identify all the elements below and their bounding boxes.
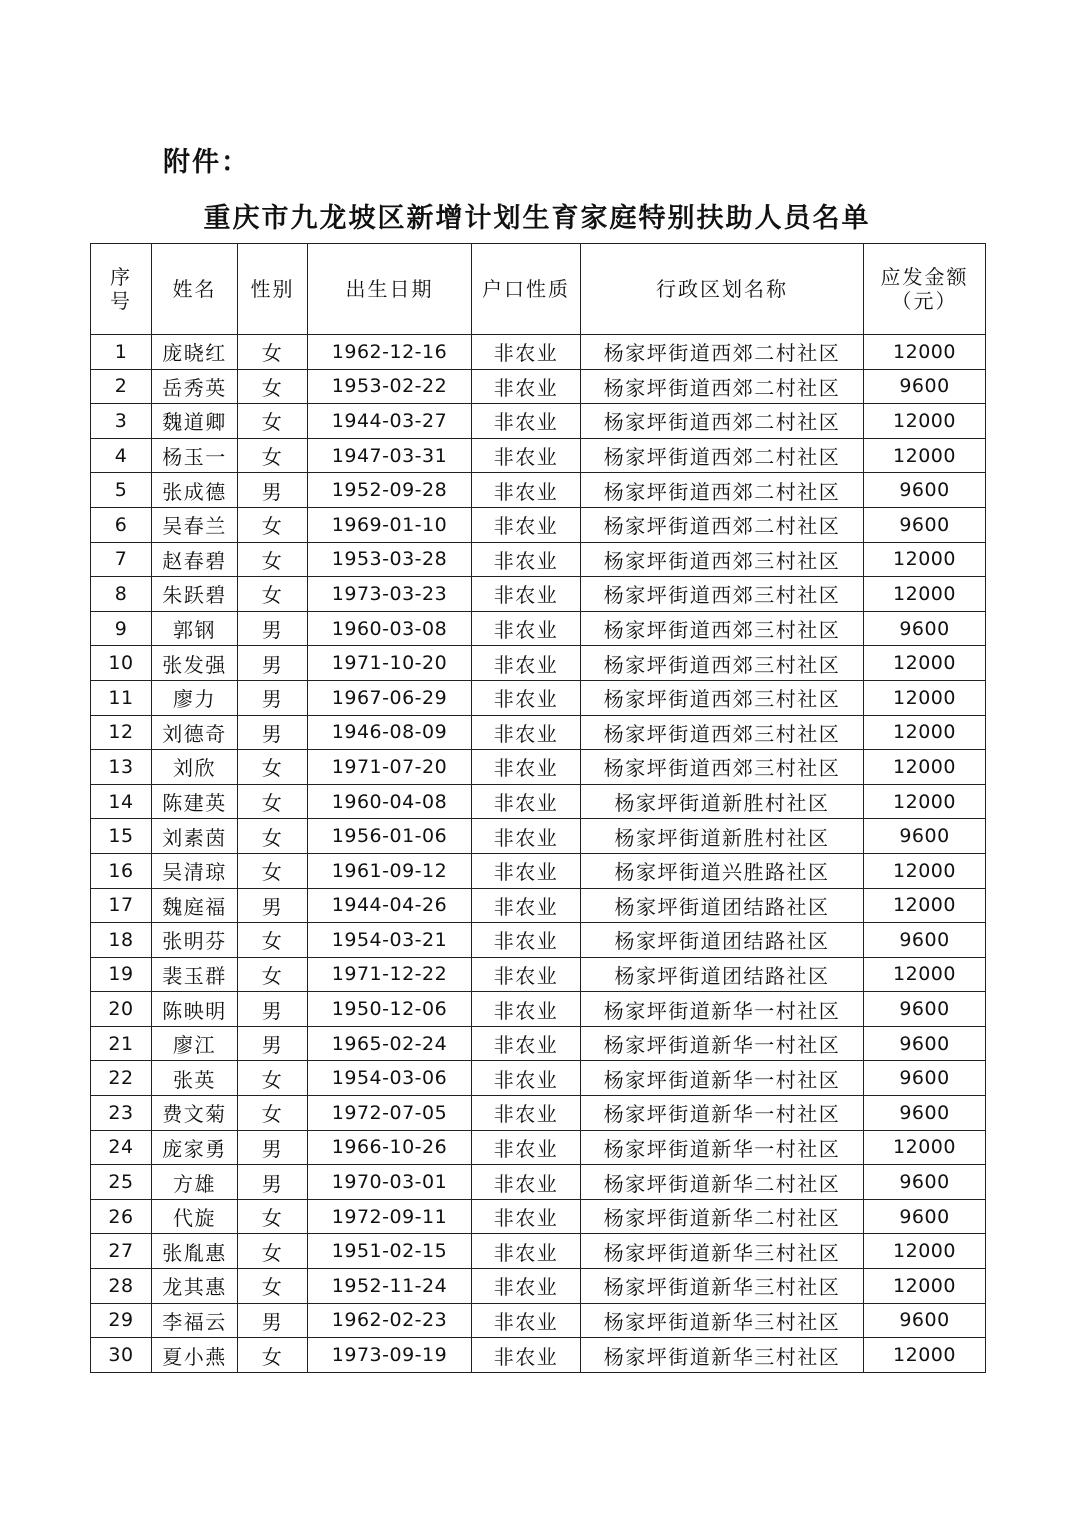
cell-name: 张胤惠: [152, 1234, 238, 1269]
cell-district: 杨家坪街道西郊二村社区: [581, 473, 864, 508]
cell-index: 7: [91, 542, 152, 577]
cell-name: 费文菊: [152, 1096, 238, 1131]
cell-hukou: 非农业: [472, 750, 581, 785]
cell-name: 龙其惠: [152, 1269, 238, 1304]
cell-amount: 9600: [864, 1165, 986, 1200]
cell-birth-date: 1969-01-10: [308, 507, 472, 542]
cell-name: 张发强: [152, 646, 238, 681]
cell-amount: 9600: [864, 507, 986, 542]
cell-gender: 男: [238, 992, 308, 1027]
cell-name: 张英: [152, 1061, 238, 1096]
cell-district: 杨家坪街道西郊二村社区: [581, 404, 864, 439]
cell-district: 杨家坪街道新华一村社区: [581, 1061, 864, 1096]
cell-name: 吴清琼: [152, 853, 238, 888]
cell-hukou: 非农业: [472, 611, 581, 646]
cell-amount: 9600: [864, 473, 986, 508]
cell-hukou: 非农业: [472, 680, 581, 715]
table-row: [91, 1096, 986, 1131]
cell-hukou: 非农业: [472, 923, 581, 958]
cell-name: 朱跃碧: [152, 577, 238, 612]
cell-amount: 9600: [864, 992, 986, 1027]
cell-district: 杨家坪街道新胜村社区: [581, 819, 864, 854]
cell-gender: 女: [238, 853, 308, 888]
cell-district: 杨家坪街道西郊二村社区: [581, 369, 864, 404]
cell-name: 刘欣: [152, 750, 238, 785]
cell-name: 吴春兰: [152, 507, 238, 542]
header-index: 序号: [91, 244, 152, 335]
cell-hukou: 非农业: [472, 819, 581, 854]
cell-name: 庞家勇: [152, 1130, 238, 1165]
cell-hukou: 非农业: [472, 1234, 581, 1269]
cell-district: 杨家坪街道新华二村社区: [581, 1165, 864, 1200]
cell-hukou: 非农业: [472, 715, 581, 750]
cell-index: 21: [91, 1026, 152, 1061]
cell-amount: 9600: [864, 923, 986, 958]
header-amount: [864, 244, 986, 335]
cell-gender: 女: [238, 1096, 308, 1131]
cell-index: 22: [91, 1061, 152, 1096]
table-row: [91, 819, 986, 854]
cell-name: 张明芬: [152, 923, 238, 958]
cell-gender: 女: [238, 438, 308, 473]
cell-district: 杨家坪街道团结路社区: [581, 923, 864, 958]
cell-gender: 男: [238, 888, 308, 923]
cell-district: 杨家坪街道西郊三村社区: [581, 715, 864, 750]
cell-name: 魏道卿: [152, 404, 238, 439]
cell-name: 刘德奇: [152, 715, 238, 750]
cell-index: 11: [91, 680, 152, 715]
cell-gender: 女: [238, 404, 308, 439]
cell-birth-date: 1953-03-28: [308, 542, 472, 577]
table-row: [91, 542, 986, 577]
cell-amount: 12000: [864, 438, 986, 473]
cell-name: 陈建英: [152, 784, 238, 819]
cell-hukou: 非农业: [472, 473, 581, 508]
cell-gender: 女: [238, 577, 308, 612]
cell-hukou: 非农业: [472, 853, 581, 888]
header-gender: 性别: [238, 244, 308, 335]
cell-birth-date: 1966-10-26: [308, 1130, 472, 1165]
cell-index: 10: [91, 646, 152, 681]
cell-birth-date: 1950-12-06: [308, 992, 472, 1027]
cell-hukou: 非农业: [472, 369, 581, 404]
cell-name: 廖江: [152, 1026, 238, 1061]
cell-index: 15: [91, 819, 152, 854]
cell-district: 杨家坪街道新胜村社区: [581, 784, 864, 819]
table-row: [91, 1165, 986, 1200]
cell-birth-date: 1971-10-20: [308, 646, 472, 681]
cell-birth-date: 1952-11-24: [308, 1269, 472, 1304]
cell-index: 27: [91, 1234, 152, 1269]
header-hukou: 户口性质: [472, 244, 581, 335]
cell-hukou: 非农业: [472, 577, 581, 612]
cell-gender: 男: [238, 611, 308, 646]
cell-birth-date: 1954-03-06: [308, 1061, 472, 1096]
attachment-label: 附件：: [163, 147, 250, 178]
cell-birth-date: 1970-03-01: [308, 1165, 472, 1200]
cell-hukou: 非农业: [472, 1199, 581, 1234]
cell-name: 庞晓红: [152, 335, 238, 370]
table-row: [91, 611, 986, 646]
cell-gender: 男: [238, 1303, 308, 1338]
header-name: 姓名: [152, 244, 238, 335]
table-row: [91, 438, 986, 473]
cell-district: 杨家坪街道西郊三村社区: [581, 542, 864, 577]
cell-gender: 女: [238, 1338, 308, 1373]
cell-amount: 12000: [864, 1338, 986, 1373]
cell-gender: 女: [238, 750, 308, 785]
cell-index: 25: [91, 1165, 152, 1200]
table-row: [91, 957, 986, 992]
cell-index: 16: [91, 853, 152, 888]
cell-gender: 女: [238, 1199, 308, 1234]
table-row: [91, 404, 986, 439]
cell-birth-date: 1956-01-06: [308, 819, 472, 854]
cell-district: 杨家坪街道兴胜路社区: [581, 853, 864, 888]
cell-gender: 男: [238, 473, 308, 508]
cell-hukou: 非农业: [472, 1338, 581, 1373]
cell-hukou: 非农业: [472, 335, 581, 370]
cell-index: 30: [91, 1338, 152, 1373]
cell-amount: 9600: [864, 1061, 986, 1096]
cell-gender: 女: [238, 1234, 308, 1269]
cell-name: 陈映明: [152, 992, 238, 1027]
cell-index: 9: [91, 611, 152, 646]
cell-birth-date: 1946-08-09: [308, 715, 472, 750]
cell-district: 杨家坪街道西郊二村社区: [581, 335, 864, 370]
cell-gender: 女: [238, 1269, 308, 1304]
table-row: [91, 1234, 986, 1269]
cell-district: 杨家坪街道新华一村社区: [581, 1096, 864, 1131]
cell-hukou: 非农业: [472, 957, 581, 992]
cell-hukou: 非农业: [472, 1026, 581, 1061]
cell-hukou: 非农业: [472, 992, 581, 1027]
cell-hukou: 非农业: [472, 507, 581, 542]
cell-gender: 女: [238, 1061, 308, 1096]
table-row: [91, 1061, 986, 1096]
cell-birth-date: 1944-03-27: [308, 404, 472, 439]
cell-amount: 12000: [864, 888, 986, 923]
cell-district: 杨家坪街道西郊三村社区: [581, 646, 864, 681]
cell-district: 杨家坪街道新华一村社区: [581, 1026, 864, 1061]
cell-district: 杨家坪街道西郊二村社区: [581, 507, 864, 542]
table-row: [91, 507, 986, 542]
header-birth-date: 出生日期: [308, 244, 472, 335]
table-row: [91, 1269, 986, 1304]
cell-birth-date: 1953-02-22: [308, 369, 472, 404]
table-header-row: [91, 244, 986, 335]
table-row: [91, 1199, 986, 1234]
cell-birth-date: 1972-09-11: [308, 1199, 472, 1234]
document-title: 重庆市九龙坡区新增计划生育家庭特别扶助人员名单: [203, 203, 871, 234]
cell-district: 杨家坪街道西郊三村社区: [581, 611, 864, 646]
cell-index: 24: [91, 1130, 152, 1165]
cell-index: 20: [91, 992, 152, 1027]
table-row: [91, 1338, 986, 1373]
cell-name: 郭钢: [152, 611, 238, 646]
cell-amount: 12000: [864, 1234, 986, 1269]
cell-gender: 女: [238, 923, 308, 958]
cell-amount: 9600: [864, 1303, 986, 1338]
cell-index: 28: [91, 1269, 152, 1304]
roster-table: [90, 243, 986, 1373]
cell-gender: 男: [238, 1165, 308, 1200]
cell-name: 杨玉一: [152, 438, 238, 473]
cell-gender: 女: [238, 542, 308, 577]
cell-name: 裴玉群: [152, 957, 238, 992]
cell-index: 23: [91, 1096, 152, 1131]
table-row: [91, 715, 986, 750]
cell-birth-date: 1973-09-19: [308, 1338, 472, 1373]
cell-amount: 9600: [864, 819, 986, 854]
cell-amount: 12000: [864, 577, 986, 612]
cell-amount: 9600: [864, 1096, 986, 1131]
cell-gender: 女: [238, 335, 308, 370]
cell-hukou: 非农业: [472, 438, 581, 473]
cell-name: 廖力: [152, 680, 238, 715]
cell-name: 张成德: [152, 473, 238, 508]
cell-gender: 男: [238, 1026, 308, 1061]
cell-district: 杨家坪街道团结路社区: [581, 888, 864, 923]
cell-index: 8: [91, 577, 152, 612]
cell-gender: 男: [238, 680, 308, 715]
cell-hukou: 非农业: [472, 1061, 581, 1096]
cell-amount: 9600: [864, 1199, 986, 1234]
cell-birth-date: 1973-03-23: [308, 577, 472, 612]
cell-amount: 12000: [864, 853, 986, 888]
cell-district: 杨家坪街道新华三村社区: [581, 1303, 864, 1338]
table-row: [91, 992, 986, 1027]
cell-index: 6: [91, 507, 152, 542]
cell-hukou: 非农业: [472, 1130, 581, 1165]
cell-hukou: 非农业: [472, 646, 581, 681]
header-amount-line2: （元）: [891, 289, 958, 313]
cell-hukou: 非农业: [472, 784, 581, 819]
cell-amount: 12000: [864, 404, 986, 439]
cell-gender: 男: [238, 1130, 308, 1165]
cell-amount: 12000: [864, 784, 986, 819]
cell-index: 1: [91, 335, 152, 370]
cell-hukou: 非农业: [472, 1096, 581, 1131]
table-body: [91, 335, 986, 1373]
cell-amount: 12000: [864, 715, 986, 750]
cell-birth-date: 1960-03-08: [308, 611, 472, 646]
cell-index: 26: [91, 1199, 152, 1234]
cell-name: 魏庭福: [152, 888, 238, 923]
cell-index: 29: [91, 1303, 152, 1338]
table-row: [91, 1303, 986, 1338]
cell-name: 刘素茵: [152, 819, 238, 854]
cell-amount: 12000: [864, 542, 986, 577]
cell-name: 赵春碧: [152, 542, 238, 577]
cell-amount: 9600: [864, 611, 986, 646]
table-row: [91, 923, 986, 958]
cell-gender: 女: [238, 819, 308, 854]
cell-name: 方雄: [152, 1165, 238, 1200]
cell-birth-date: 1951-02-15: [308, 1234, 472, 1269]
cell-amount: 12000: [864, 335, 986, 370]
cell-district: 杨家坪街道西郊三村社区: [581, 680, 864, 715]
cell-gender: 女: [238, 784, 308, 819]
cell-district: 杨家坪街道西郊二村社区: [581, 438, 864, 473]
cell-gender: 男: [238, 646, 308, 681]
cell-amount: 12000: [864, 1269, 986, 1304]
header-district: 行政区划名称: [581, 244, 864, 335]
cell-name: 李福云: [152, 1303, 238, 1338]
cell-amount: 9600: [864, 369, 986, 404]
cell-amount: 12000: [864, 646, 986, 681]
cell-hukou: 非农业: [472, 888, 581, 923]
table-row: [91, 577, 986, 612]
cell-amount: 12000: [864, 750, 986, 785]
cell-name: 岳秀英: [152, 369, 238, 404]
cell-index: 12: [91, 715, 152, 750]
cell-district: 杨家坪街道西郊三村社区: [581, 577, 864, 612]
cell-district: 杨家坪街道新华一村社区: [581, 1130, 864, 1165]
header-amount-line1: 应发金额: [880, 265, 969, 289]
cell-birth-date: 1962-12-16: [308, 335, 472, 370]
cell-gender: 女: [238, 369, 308, 404]
cell-district: 杨家坪街道新华三村社区: [581, 1234, 864, 1269]
cell-hukou: 非农业: [472, 542, 581, 577]
cell-amount: 12000: [864, 1130, 986, 1165]
cell-index: 4: [91, 438, 152, 473]
table-row: [91, 473, 986, 508]
cell-birth-date: 1952-09-28: [308, 473, 472, 508]
cell-birth-date: 1971-07-20: [308, 750, 472, 785]
cell-district: 杨家坪街道新华三村社区: [581, 1269, 864, 1304]
cell-index: 14: [91, 784, 152, 819]
cell-birth-date: 1954-03-21: [308, 923, 472, 958]
cell-district: 杨家坪街道新华三村社区: [581, 1338, 864, 1373]
table-row: [91, 335, 986, 370]
table-row: [91, 1026, 986, 1061]
table-row: [91, 1130, 986, 1165]
cell-birth-date: 1972-07-05: [308, 1096, 472, 1131]
cell-hukou: 非农业: [472, 1165, 581, 1200]
cell-birth-date: 1944-04-26: [308, 888, 472, 923]
cell-district: 杨家坪街道新华二村社区: [581, 1199, 864, 1234]
cell-district: 杨家坪街道团结路社区: [581, 957, 864, 992]
cell-birth-date: 1965-02-24: [308, 1026, 472, 1061]
table-row: [91, 646, 986, 681]
table-row: [91, 369, 986, 404]
cell-birth-date: 1947-03-31: [308, 438, 472, 473]
cell-index: 19: [91, 957, 152, 992]
cell-birth-date: 1961-09-12: [308, 853, 472, 888]
cell-gender: 女: [238, 957, 308, 992]
cell-district: 杨家坪街道新华一村社区: [581, 992, 864, 1027]
cell-index: 13: [91, 750, 152, 785]
cell-name: 夏小燕: [152, 1338, 238, 1373]
cell-amount: 12000: [864, 957, 986, 992]
cell-index: 3: [91, 404, 152, 439]
cell-index: 18: [91, 923, 152, 958]
cell-gender: 女: [238, 507, 308, 542]
table-row: [91, 750, 986, 785]
table-row: [91, 853, 986, 888]
cell-index: 5: [91, 473, 152, 508]
cell-amount: 9600: [864, 1026, 986, 1061]
cell-birth-date: 1967-06-29: [308, 680, 472, 715]
table-row: [91, 888, 986, 923]
cell-name: 代旋: [152, 1199, 238, 1234]
table-row: [91, 680, 986, 715]
cell-amount: 12000: [864, 680, 986, 715]
cell-district: 杨家坪街道西郊三村社区: [581, 750, 864, 785]
cell-birth-date: 1960-04-08: [308, 784, 472, 819]
cell-index: 2: [91, 369, 152, 404]
cell-hukou: 非农业: [472, 1269, 581, 1304]
cell-gender: 男: [238, 715, 308, 750]
cell-birth-date: 1971-12-22: [308, 957, 472, 992]
cell-hukou: 非农业: [472, 404, 581, 439]
cell-hukou: 非农业: [472, 1303, 581, 1338]
table-row: [91, 784, 986, 819]
cell-birth-date: 1962-02-23: [308, 1303, 472, 1338]
cell-index: 17: [91, 888, 152, 923]
